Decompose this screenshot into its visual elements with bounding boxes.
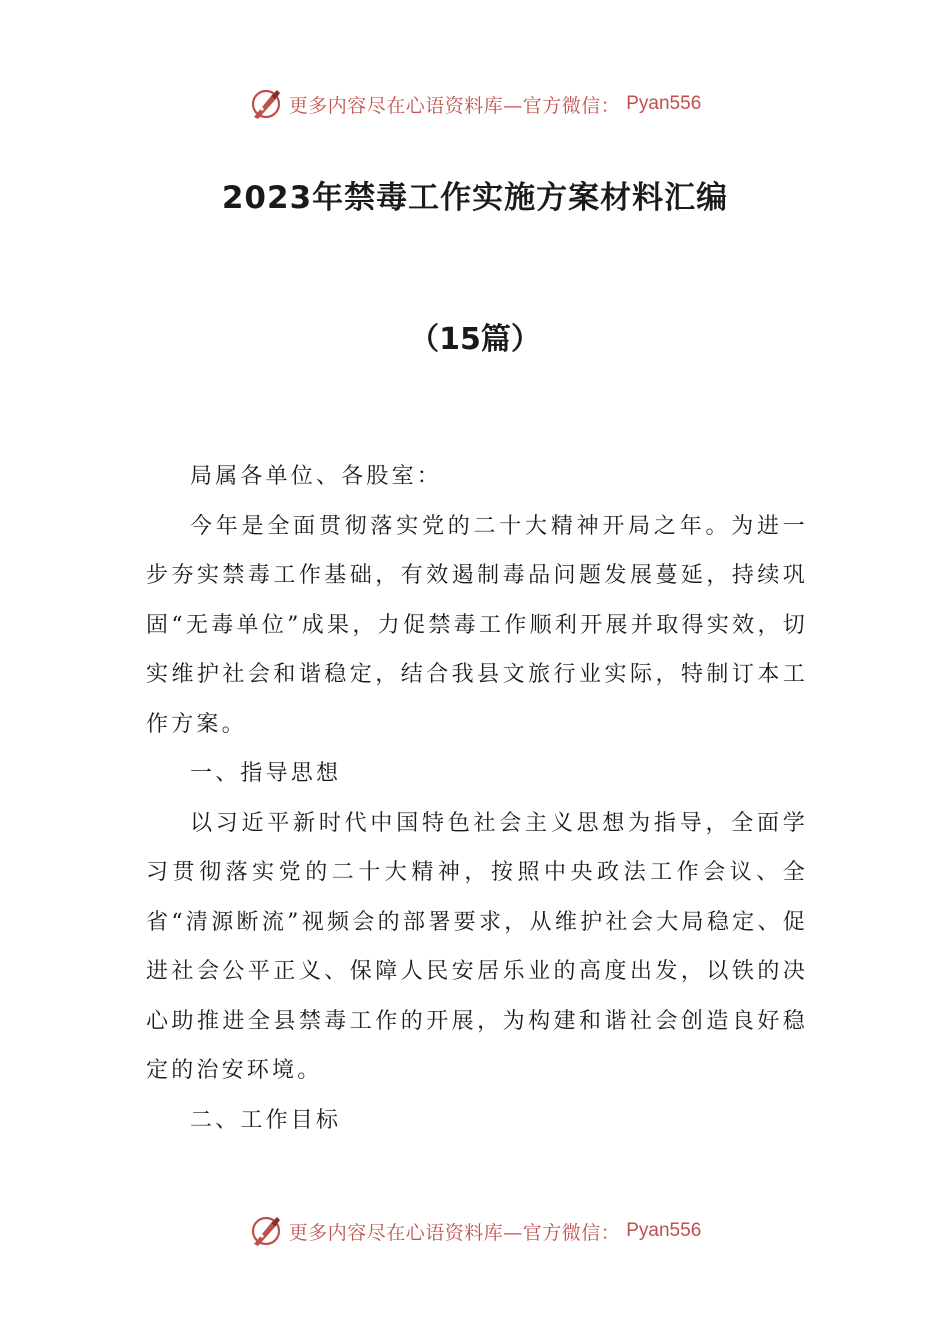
watermark-wechat-id: Pyan556 [626, 1220, 702, 1241]
document-subtitle: （15篇） [409, 322, 541, 357]
header-watermark [0, 82, 950, 126]
watermark-wechat-id: Pyan556 [626, 93, 702, 114]
section-heading-work-goals: 二、工作目标 [190, 1107, 342, 1133]
document-title: 2023年禁毒工作实施方案材料汇编 [221, 180, 729, 216]
section-heading-guiding-ideology: 一、指导思想 [190, 761, 342, 786]
document-body [146, 452, 808, 1145]
salutation: 局属各单位、各股室： [190, 464, 443, 489]
pen-nib-logo-icon [249, 87, 283, 121]
guiding-ideology-paragraph: 以习近平新时代中国特色社会主义思想为指导，全面学习贯彻落实党的二十大精神，按照中央政法工作会议、全省“清源断流”视频会的部署要求，从维护社会大局稳定、促进社会公平正义、保障人民安居乐业的高度出发，以铁的决心助推进全县禁毒工作的开展，为构建和谐社会创造良好稳定的治安环境。 [146, 810, 808, 1083]
watermark-text: 更多内容尽在心语资料库—官方微信： [288, 94, 621, 117]
footer-watermark [0, 1209, 950, 1253]
watermark-text: 更多内容尽在心语资料库—官方微信： [288, 1221, 621, 1244]
pen-nib-logo-icon [249, 1214, 283, 1248]
intro-paragraph: 今年是全面贯彻落实党的二十大精神开局之年。为进一步夯实禁毒工作基础，有效遏制毒品问题发展蔓延，持续巩固“无毒单位”成果，力促禁毒工作顺利开展并取得实效，切实维护社会和谐稳定，结合我县文旅行业实际，特制订本工作方案。 [146, 513, 808, 737]
